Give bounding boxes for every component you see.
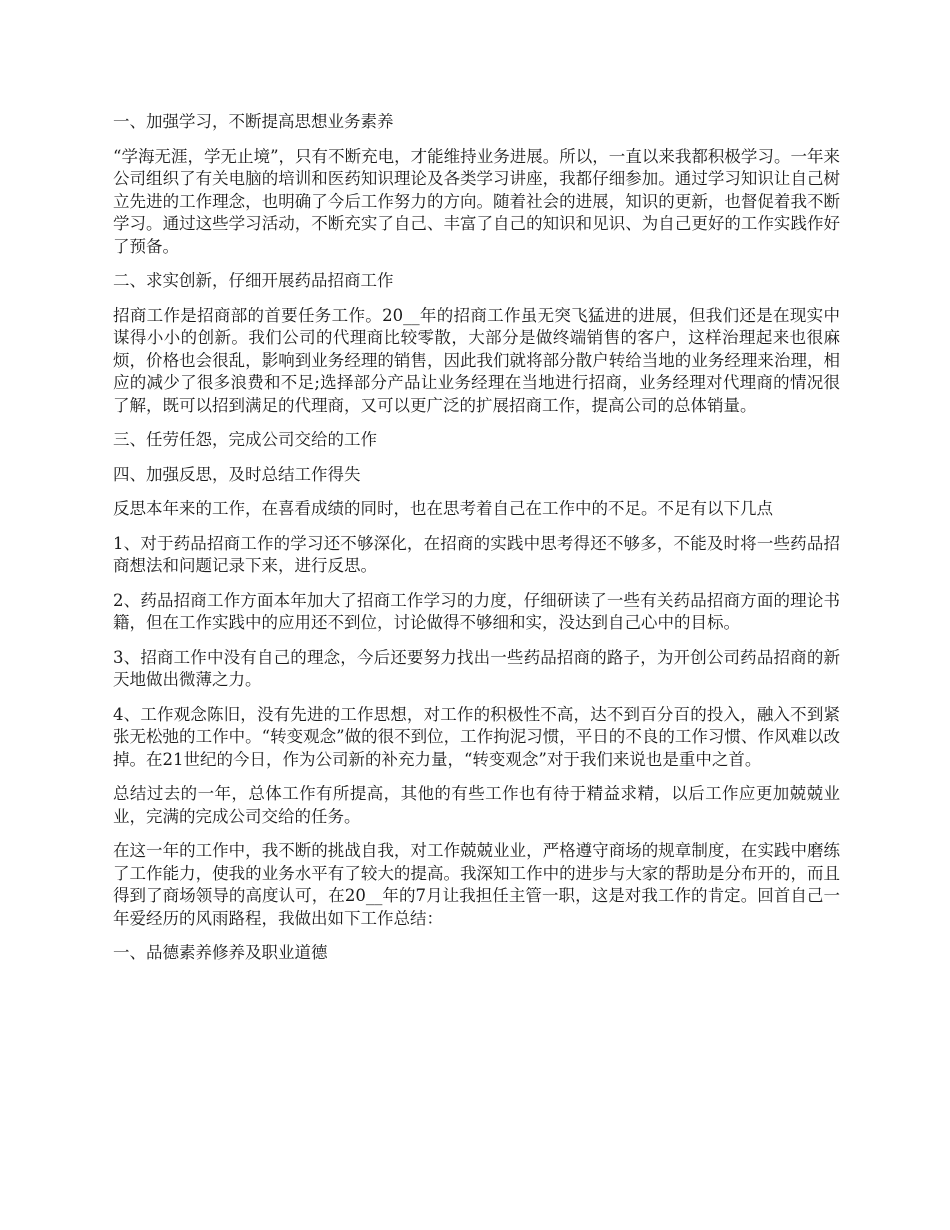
list-item-shortcoming-3: 3、招商工作中没有自己的理念，今后还要努力找出一些药品招商的路子，为开创公司药品招商的新天地做出微薄之力。 [113,647,840,689]
paragraph-reflection-intro: 反思本年来的工作，在喜看成绩的同时，也在思考着自己在工作中的不足。不足有以下几点 [113,499,773,518]
paragraph-year-review: 在这一年的工作中，我不断的挑战自我，对工作兢兢业业，严格遵守商场的规章制度，在实践中磨练了工作能力，使我的业务水平有了较大的提高。我深知工作中的进步与大家的帮助是分布开的，而且得到了商场领导的高度认可，在20__年的7月让我担任主管一职，这是对我工作的肯定。回首自己一年爱经历的风雨路程，我做出如下工作总结： [113,841,840,928]
section-heading-study: 一、加强学习，不断提高思想业务素养 [113,112,394,131]
paragraph-summary: 总结过去的一年，总体工作有所提高，其他的有些工作也有待于精益求精，以后工作应更加兢兢业业，完满的完成公司交给的任务。 [113,784,840,826]
paragraph-investment: 招商工作是招商部的首要任务工作。20__年的招商工作虽无突飞猛进的进展，但我们还是在现实中谋得小小的创新。我们公司的代理商比较零散，大部分是做终端销售的客户，这样治理起来也很麻烦，价格也会很乱，影响到业务经理的销售，因此我们就将部分散户转给当地的业务经理来治理，相应的减少了很多浪费和不足;选择部分产品让业务经理在当地进行招商，业务经理对代理商的情况很了解，既可以招到满足的代理商，又可以更广泛的扩展招商工作，提高公司的总体销量。 [113,305,840,415]
paragraph-study: “学海无涯，学无止境”，只有不断充电，才能维持业务进展。所以，一直以来我都积极学习。一年来公司组织了有关电脑的培训和医药知识理论及各类学习讲座，我都仔细参加。通过学习知识让自己树立先进的工作理念，也明确了今后工作努力的方向。随着社会的进展，知识的更新，也督促着我不断学习。通过这些学习活动，不断充实了自己、丰富了自己的知识和见识、为自己更好的工作实践作好了预备。 [113,146,840,256]
list-item-shortcoming-2: 2、药品招商工作方面本年加大了招商工作学习的力度，仔细研读了一些有关药品招商方面的理论书籍，但在工作实践中的应用还不到位，讨论做得不够细和实，没达到自己心中的目标。 [113,590,840,632]
list-item-shortcoming-4: 4、工作观念陈旧，没有先进的工作思想，对工作的积极性不高，达不到百分百的投入，融入不到紧张无松弛的工作中。“转变观念”做的很不到位，工作拘泥习惯，平日的不良的工作习惯、作风难以改掉。在21世纪的今日，作为公司新的补充力量，“转变观念”对于我们来说也是重中之首。 [113,704,840,769]
section-heading-diligence: 三、任劳任怨，完成公司交给的工作 [113,430,377,449]
section-heading-investment: 二、求实创新，仔细开展药品招商工作 [113,271,394,290]
section-heading-reflection: 四、加强反思，及时总结工作得失 [113,464,361,484]
document-body [113,111,840,977]
section-heading-ethics: 一、品德素养修养及职业道德 [113,943,328,962]
list-item-shortcoming-1: 1、对于药品招商工作的学习还不够深化，在招商的实践中思考得还不够多，不能及时将一些药品招商想法和问题记录下来，进行反思。 [113,533,840,575]
